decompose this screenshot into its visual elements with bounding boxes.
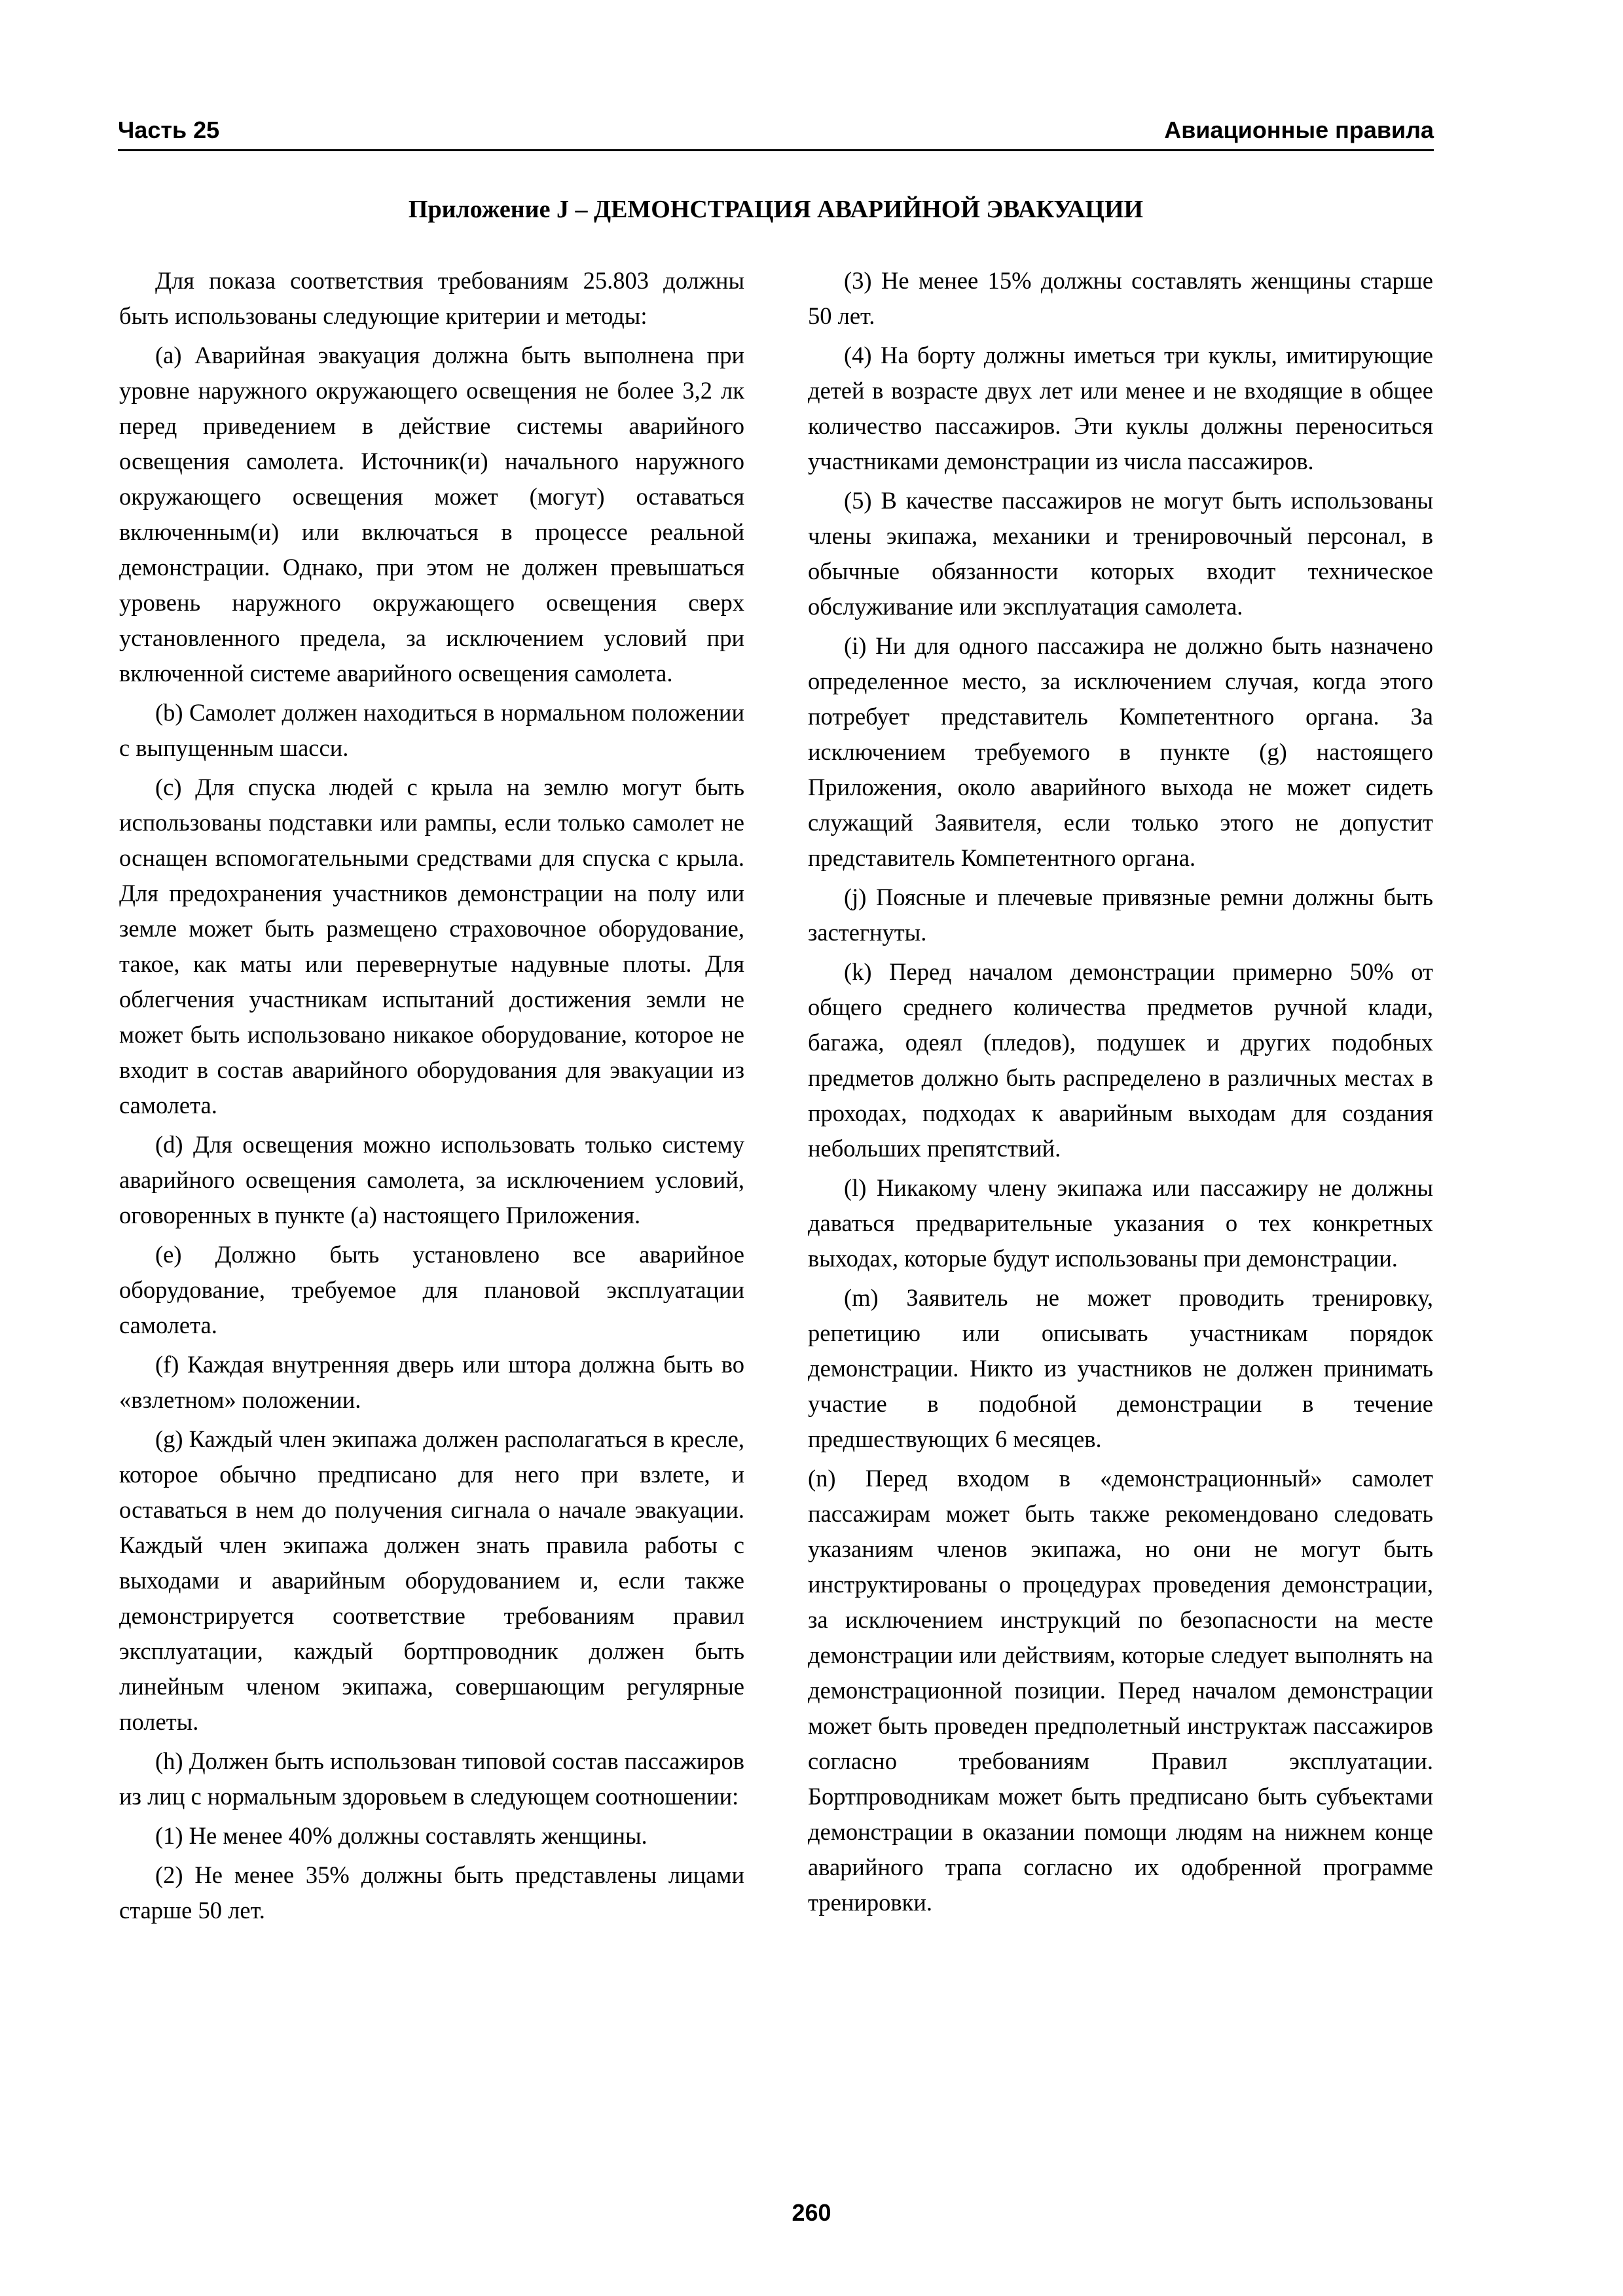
paragraph-h-2: (2) Не менее 35% должны быть представлены лицами старше 50 лет. xyxy=(119,1861,744,1924)
paragraph-j: (j) Поясные и плечевые привязные ремни должны быть застегнуты. xyxy=(808,884,1433,946)
paragraph-m: (m) Заявитель не может проводить тренировку, репетицию или описывать участникам порядок демонстрации. Никто из участников не должен принимать участие в подобной демонстрации в течение предшествующих 6 месяцев. xyxy=(808,1284,1433,1452)
running-header xyxy=(118,113,1434,151)
header-part: Часть 25 xyxy=(118,117,220,143)
paragraph-h-4: (4) На борту должны иметься три куклы, имитирующие детей в возрасте двух лет или менее и не входящие в общее количество пассажиров. Эти куклы должны переноситься участниками демонстрации из числа пассажиров. xyxy=(808,342,1433,475)
paragraph-d: (d) Для освещения можно использовать только систему аварийного освещения самолета, за исключением условий, оговоренных в пункте (a) настоящего Приложения. xyxy=(119,1131,744,1229)
paragraph-k: (k) Перед началом демонстрации примерно 50% от общего среднего количества предметов ручной клади, багажа, одеял (пледов), подушек и других подобных предметов должно быть распределено в различных местах в проходах, подходах к аварийным выходам для создания небольших препятствий. xyxy=(808,958,1433,1162)
paragraph-i: (i) Ни для одного пассажира не должно быть назначено определенное место, за исключением случая, когда этого потребует представитель Компетентного органа. За исключением требуемого в пункте (g) настоящего Приложения, около аварийного выхода не может сидеть служащий Заявителя, если только этого не допустит представитель Компетентного органа. xyxy=(808,632,1433,871)
header-document-title: Авиационные правила xyxy=(1164,117,1434,143)
paragraph-b: (b) Самолет должен находиться в нормальном положении с выпущенным шасси. xyxy=(119,699,744,761)
paragraph-h-5: (5) В качестве пассажиров не могут быть использованы члены экипажа, механики и тренировочный персонал, в обычные обязанности которых входит техническое обслуживание или эксплуатация самолета. xyxy=(808,487,1433,620)
paragraph-h-1: (1) Не менее 40% должны составлять женщины. xyxy=(155,1822,647,1849)
paragraph-e: (e) Должно быть установлено все аварийное оборудование, требуемое для плановой эксплуатации самолета. xyxy=(119,1241,744,1338)
paragraph-a: (a) Аварийная эвакуация должна быть выполнена при уровне наружного окружающего освещения не более 3,2 лк перед приведением в действие системы аварийного освещения самолета. Источник(и) начального наружного окружающего освещения может (могут) оставаться включенным(и) или включаться в процессе реальной демонстрации. Однако, при этом не должен превышаться уровень наружного окружающего освещения сверх установленного предела, за исключением условий при включенной системе аварийного освещения самолета. xyxy=(119,342,744,687)
paragraph-n: (n) Перед входом в «демонстрационный» самолет пассажирам может быть также рекомендовано следовать указаниям членов экипажа, но они не могут быть инструктированы о процедурах проведения демонстрации, за исключением инструкций по безопасности на месте демонстрации или действиям, которые следует выполнять на демонстрационной позиции. Перед началом демонстрации может быть проведен предполетный инструктаж пассажиров согласно требованиям Правил эксплуатации. Бортпроводникам может быть предписано быть субъектами демонстрации в оказании помощи людям на нижнем конце аварийного трапа согласно их одобренной программе тренировки. xyxy=(808,1465,1433,1916)
paragraph-f: (f) Каждая внутренняя дверь или штора должна быть во «взлетном» положении. xyxy=(119,1351,744,1413)
page-number: 260 xyxy=(792,2199,831,2226)
right-column xyxy=(808,263,1433,1924)
paragraph-l: (l) Никакому члену экипажа или пассажиру не должны даваться предварительные указания о тех конкретных выходах, которые будут использованы при демонстрации. xyxy=(808,1174,1433,1272)
paragraph-intro: Для показа соответствия требованиям 25.803 должны быть использованы следующие критерии и методы: xyxy=(119,267,744,329)
paragraph-c: (c) Для спуска людей с крыла на землю могут быть использованы подставки или рампы, если только самолет не оснащен вспомогательными средствами для спуска с крыла. Для предохранения участников демонстрации на полу или земле может быть размещено страховочное оборудование, такое, как маты или перевернутые надувные плоты. Для облегчения участникам испытаний достижения земли не может быть использовано никакое оборудование, которое не входит в состав аварийного оборудования для эвакуации из самолета. xyxy=(119,774,744,1119)
paragraph-g: (g) Каждый член экипажа должен располагаться в кресле, которое обычно предписано для него при взлете, и оставаться в нем до получения сигнала о начале эвакуации. Каждый член экипажа должен знать правила работы с выходами и аварийным оборудованием и, если также демонстрируется соответствие требованиям правил эксплуатации, каждый бортпроводник должен быть линейным членом экипажа, совершающим регулярные полеты. xyxy=(119,1426,745,1735)
left-column xyxy=(119,263,744,1932)
paragraph-h-3: (3) Не менее 15% должны составлять женщины старше 50 лет. xyxy=(808,267,1433,329)
appendix-title: Приложение J – ДЕМОНСТРАЦИЯ АВАРИЙНОЙ ЭВАКУАЦИИ xyxy=(408,196,1144,223)
paragraph-h: (h) Должен быть использован типовой состав пассажиров из лиц с нормальным здоровьем в следующем соотношении: xyxy=(119,1748,744,1810)
